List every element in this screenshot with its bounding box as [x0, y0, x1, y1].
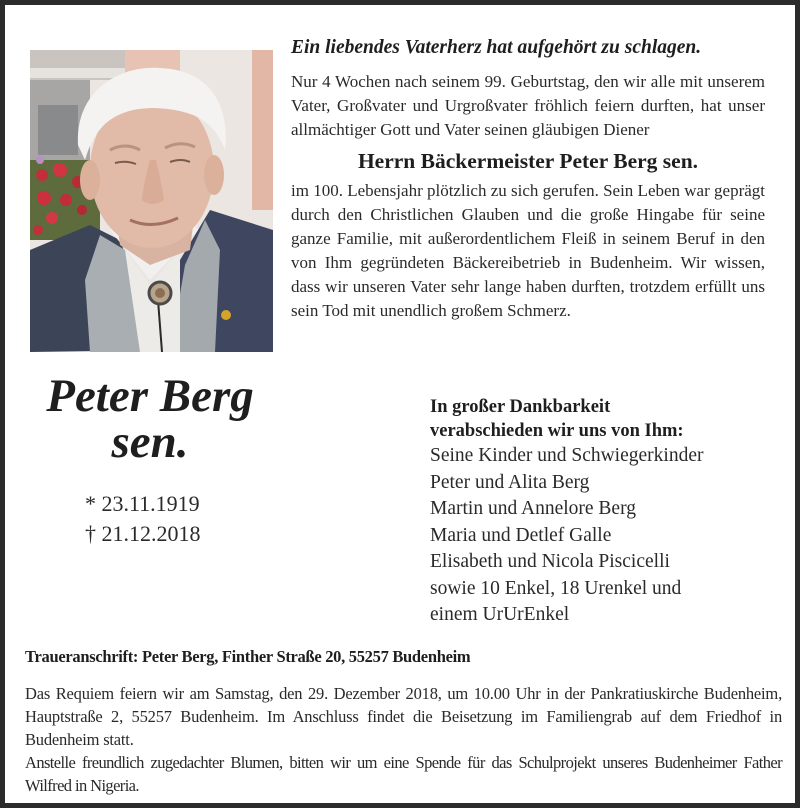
honorific-name: Herrn Bäckermeister Peter Berg sen.: [357, 149, 699, 173]
family-member: Peter und Alita Berg: [430, 471, 590, 493]
family-section: [430, 395, 790, 629]
family-heading-line-2: verabschieden wir uns von Ihm:: [430, 421, 684, 441]
family-member: Maria und Detlef Galle: [430, 524, 612, 546]
family-member: sowie 10 Enkel, 18 Urenkel und: [430, 577, 682, 599]
donation-request: Anstelle freundlich zugedachter Blumen, bitten wir um eine Spende für das Schulprojekt unseres Budenheimer Father Wilfred in Nigeria.: [25, 753, 782, 795]
intro-paragraph: Nur 4 Wochen nach seinem 99. Geburtstag, den wir alle mit unserem Vater, Großvater und Urgroßvater fröhlich feiern durften, hat unser allmächtiger Gott und Vater seinen gläubigen Diener: [291, 72, 765, 139]
deceased-name: [25, 370, 275, 468]
family-member: Martin und Annelore Berg: [430, 498, 636, 519]
death-date: † 21.12.2018: [85, 521, 201, 546]
family-member: Seine Kinder und Schwiegerkinder: [430, 445, 704, 466]
birth-date: * 23.11.1919: [85, 491, 200, 516]
body-paragraph: im 100. Lebensjahr plötzlich zu sich gerufen. Sein Leben war geprägt durch den Christlichen Glauben und die große Hingabe für seine ganze Familie, mit außerordentlichem Fleiß in seinem Beruf in den von Ihm gegründeten Bäckereibetrieb in Budenheim. Wir wissen, dass wir unseren Vater sehr lange haben durften, trotzdem erfüllt uns sein Tod mit unendlich großem Schmerz.: [291, 181, 765, 320]
service-information: [25, 682, 782, 797]
life-dates: [85, 489, 275, 549]
name-line-1: Peter Berg: [46, 370, 254, 422]
portrait-photo: [30, 50, 273, 352]
requiem-details: Das Requiem feiern wir am Samstag, den 29. Dezember 2018, um 10.00 Uhr in der Pankratiuskirche Budenheim, Hauptstraße 2, 55257 Budenheim. Im Anschluss findet die Beisetzung im Familiengrab auf dem Friedhof in Budenheim statt.: [25, 684, 782, 749]
headline: Ein liebendes Vaterherz hat aufgehört zu schlagen.: [291, 37, 702, 58]
family-member: Elisabeth und Nicola Piscicelli: [430, 551, 670, 572]
name-line-2: sen.: [111, 416, 189, 468]
mourning-address: Traueranschrift: Peter Berg, Finther Straße 20, 55257 Budenheim: [25, 647, 471, 666]
family-member: einem UrUrEnkel: [430, 604, 570, 625]
family-heading-line-1: In großer Dankbarkeit: [430, 397, 611, 417]
obituary-text-column: [291, 35, 765, 323]
portrait-image-icon: [30, 50, 273, 352]
